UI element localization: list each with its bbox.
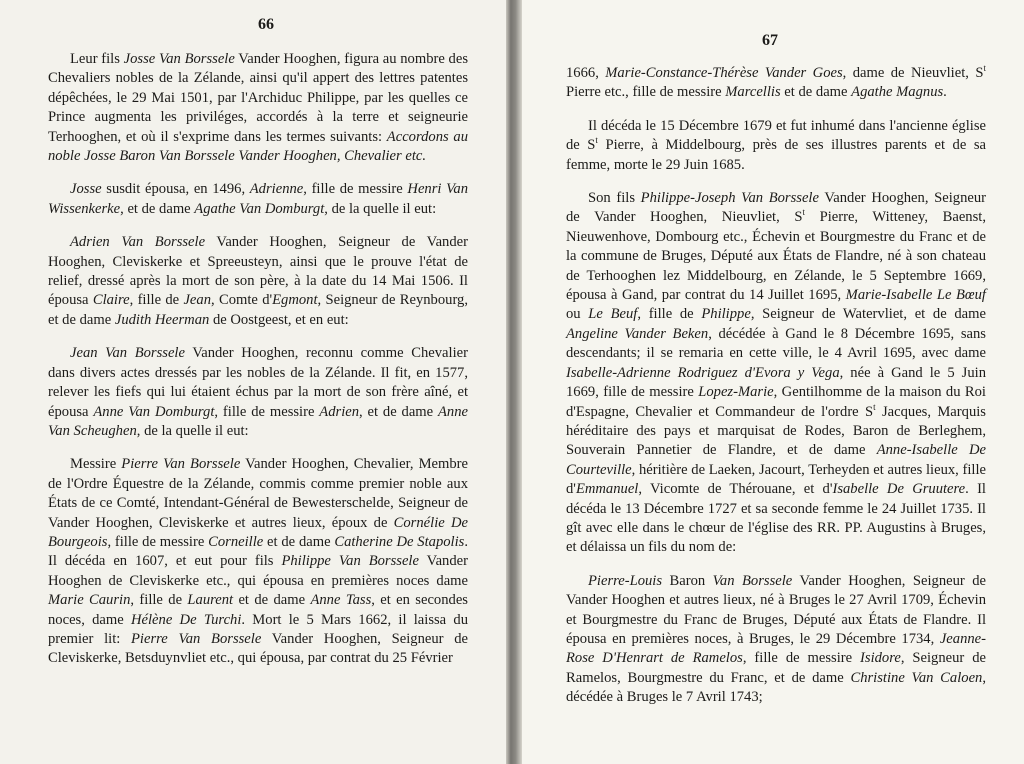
italic-name: Hélène De Turchi (130, 611, 242, 628)
paragraph (48, 50, 468, 166)
paragraph (48, 455, 468, 668)
text-run: , Seigneur de Ramelos, Bourgmestre du Franc, et de dame (566, 650, 986, 686)
italic-name: Anne Van Scheughen (48, 403, 468, 439)
italic-name: Adrienne (249, 181, 304, 198)
italic-name: Angeline Vander Beken (566, 325, 709, 342)
superscript: t (595, 135, 598, 146)
text-run: , décédée à Bruges le 7 Avril 1743; (566, 669, 986, 706)
text-run: Vander Hooghen, Seigneur de Cleviskerke, Betsduynvliet etc., qui épousa, par contrat du 25 Février (48, 630, 468, 667)
text-run: Pierre etc., fille de messire (566, 84, 726, 101)
italic-name: Anne Van Domburgt (93, 403, 215, 420)
superscript: t (802, 207, 805, 218)
italic-name: Christine Van Caloen (850, 669, 983, 686)
text-run: Pierre, Witteney, Baenst, Nieuwenhove, Dombourg etc., Échevin et Bourgmestre du Franc et de la commune de Bruges, Député aux États de Flandre, né à son chateau de Terhooghen lez Middelbourg, en Zélande, le 5 Septembre 1669, épousa à Gand, par contrat du 14 Juillet 1695, (566, 209, 986, 304)
text-run: Son fils (588, 190, 641, 207)
italic-name: Adrien Van Borssele (70, 234, 206, 251)
italic-name: Jean (183, 292, 212, 309)
text-run: susdit épousa, en 1496, (101, 181, 250, 198)
italic-name: Anne Tass (310, 592, 372, 609)
text-run: , et de dame (359, 403, 438, 420)
italic-name: Agathe Magnus (851, 84, 944, 101)
italic-name: Cornélie De Bourgeois (48, 514, 468, 550)
text-run: . Mort le 5 Mars 1662, il laissa du premier lit: (48, 611, 469, 647)
paragraph (566, 64, 986, 103)
text-run: Vander Hooghen, Seigneur de Vander Hooghen, Cleviskerke et Spreeusteyn, ainsi que le prouve l'état de relief, dressé après la mort de son père, à la date du 14 Mai 1506. Il épousa (48, 234, 468, 309)
text-run: Baron (662, 572, 713, 589)
italic-name: Isidore (860, 650, 901, 667)
italic-name: Pierre Van Borssele (131, 630, 262, 647)
italic-name: Anne-Isabelle De Courteville (566, 442, 986, 478)
italic-name: Pierre Van Borssele (121, 456, 241, 473)
page-number: 66 (258, 16, 274, 33)
italic-name: Josse Van Borssele (123, 51, 235, 67)
text-run: , de la quelle il eut: (136, 422, 249, 439)
text-run: . (943, 84, 947, 101)
italic-name: Corneille (208, 533, 264, 550)
italic-name: Van Borssele (712, 572, 793, 589)
text-run: 1666, (566, 65, 606, 81)
text-run: Il décéda le 15 Décembre 1679 et fut inhumé dans l'ancienne église de S (566, 117, 986, 154)
text-run: Pierre, à Middelbourg, près de ses illustres parents et de sa femme, morte le 29 Juin 1685. (566, 137, 986, 173)
text-run: , fille de (637, 306, 702, 323)
text-run: de Oostgeest, et en eut: (209, 311, 349, 328)
left-page (0, 0, 506, 764)
italic-name: Philippe (701, 306, 751, 323)
superscript: t (873, 401, 876, 412)
text-run: , née à Gand le 5 Juin 1669, fille de messire (566, 364, 986, 401)
text-run: Vander Hooghen, reconnu comme Chevalier dans divers actes dressés par les nobles de la Zélande. Il fit, en 1577, relever les fiefs qui lui étaient échus par la mort de son frère aîné, et épousa (48, 345, 468, 420)
italic-name: Marcellis (725, 84, 781, 101)
italic-name: Emmanuel (575, 481, 639, 498)
right-page (522, 0, 1024, 764)
italic-name: Marie-Isabelle Le Bœuf (845, 287, 986, 304)
text-run: ou (566, 306, 589, 323)
italic-name: Josse (70, 181, 102, 198)
text-run: , Vicomte de Thérouane, et d' (638, 481, 833, 498)
italic-name: Philippe Van Borssele (281, 553, 419, 570)
paragraph (566, 572, 986, 708)
italic-name: Judith Heerman (114, 311, 210, 328)
text-run: Vander Hooghen, figura au nombre des Chevaliers nobles de la Zélande, ainsi qu'il appert des lettres patentes dépêchées, le 29 Mai 1501, par l'Archiduc Philippe, par les quelles ce Prince augmenta les priviléges, accordés à la terre et seigneurie Terhooghen, et où il s'exprime dans les termes suivants: (48, 51, 469, 145)
text-run: , fille de messire (742, 650, 861, 667)
text-run: , fille de (129, 292, 184, 309)
text-run: , fille de messire (303, 181, 408, 198)
text-run: et de dame (780, 84, 852, 101)
italic-name: Pierre-Louis (588, 572, 663, 589)
text-run: . Il décéda en 1607, et eut pour fils (48, 533, 468, 570)
text-run: , fille de messire (214, 403, 320, 420)
text-run: Vander Hooghen de Cleviskerke etc., qui épousa en premières noces dame (48, 553, 468, 589)
paragraph (566, 189, 986, 558)
paragraph (48, 344, 468, 441)
text-run: , et en secondes noces, dame (48, 592, 468, 628)
text-run: , Comte d' (211, 292, 273, 309)
italic-name: Marie Caurin (48, 592, 131, 609)
text-run: Leur fils (70, 51, 124, 67)
italic-name: Egmont (272, 292, 318, 309)
italic-name: Philippe-Joseph Van Borssele (640, 190, 819, 207)
text-run: et de dame (263, 533, 335, 550)
text-run: , Seigneur de Watervliet, et de dame (750, 306, 986, 323)
paragraph (48, 180, 468, 219)
text-run: Jacques, Marquis héréditaire des pays et marquisat de Rodes, Baron de Berleghem, Souverain Pannetier de Flandre, et de dame (566, 403, 986, 459)
italic-name: Agathe Van Domburgt (194, 200, 325, 217)
superscript: t (983, 63, 986, 74)
italic-name: Laurent (187, 592, 234, 609)
italic-name: Jeanne-Rose D'Henrart de Ramelos (566, 630, 986, 667)
text-run: et de dame (233, 592, 311, 609)
page-number: 67 (762, 32, 778, 49)
italic-name: Isabelle De Gruutere (832, 481, 966, 498)
text-run: , de la quelle il eut: (324, 200, 437, 217)
text-run: , et de dame (120, 200, 195, 217)
text-run: , dame de Nieuvliet, S (842, 65, 984, 81)
text-run: Vander Hooghen, Chevalier, Membre de l'Ordre Équestre de la Zélande, commis comme premier noble aux États de ce Comté, Intendant-Général de Bewesterschelde, Seigneur de Vander Hooghen, Cleviskerke et autres lieux, époux de (48, 456, 469, 531)
italic-name: Henri Van Wissenkerke (48, 181, 468, 217)
italic-name: Accordons au noble Josse Baron Van Borssele Vander Hooghen, Chevalier etc. (48, 128, 468, 165)
text-run: , décédée à Gand le 8 Décembre 1695, sans descendants; il se remaria en cette ville, le 4 Avril 1695, avec dame (566, 325, 986, 362)
italic-name: Marie-Constance-Thérèse Vander Goes (605, 65, 843, 81)
italic-name: Isabelle-Adrienne Rodriguez d'Evora y Vega (566, 364, 840, 381)
text-run: Messire (70, 456, 122, 473)
paragraph (48, 233, 468, 330)
text-run: . Il décéda le 13 Décembre 1727 et sa seconde femme le 24 Juillet 1735. Il gît avec elle dans le chœur de l'église des RR. PP. Augustins à Bruges, et délaissa un fils du nom de: (566, 481, 986, 556)
page-text (48, 50, 468, 683)
italic-name: Claire (92, 292, 130, 309)
italic-name: Jean Van Borssele (70, 345, 185, 362)
text-run: , héritière de Laeken, Jacourt, Terheyden et autres lieux, fille d' (566, 461, 986, 498)
text-run: Vander Hooghen, Seigneur de Vander Hooghen et autres lieux, né à Bruges le 27 Avril 1709, Échevin et Bourgmestre du Franc de Bruges, Député aux États de Flandre. Il épousa en premières noces, à Bruges, le 29 Décembre 1734, (566, 572, 986, 647)
italic-name: Le Beuf (588, 306, 638, 323)
italic-name: Adrien (319, 403, 360, 420)
text-run: , Seigneur de Reynbourg, et de dame (48, 292, 468, 328)
text-run: , fille de (130, 592, 188, 609)
italic-name: Catherine De Stapolis (334, 533, 465, 550)
paragraph (566, 117, 986, 175)
italic-name: Lopez-Marie (698, 384, 774, 401)
text-run: Vander Hooghen, Seigneur de Vander Hooghen, Nieuvliet, S (566, 190, 986, 226)
text-run: , fille de messire (107, 533, 209, 550)
book-gutter (506, 0, 522, 764)
page-text (566, 64, 986, 722)
text-run: , Gentilhomme de la maison du Roi d'Espagne, Chevalier et Commandeur de l'ordre S (566, 384, 986, 420)
